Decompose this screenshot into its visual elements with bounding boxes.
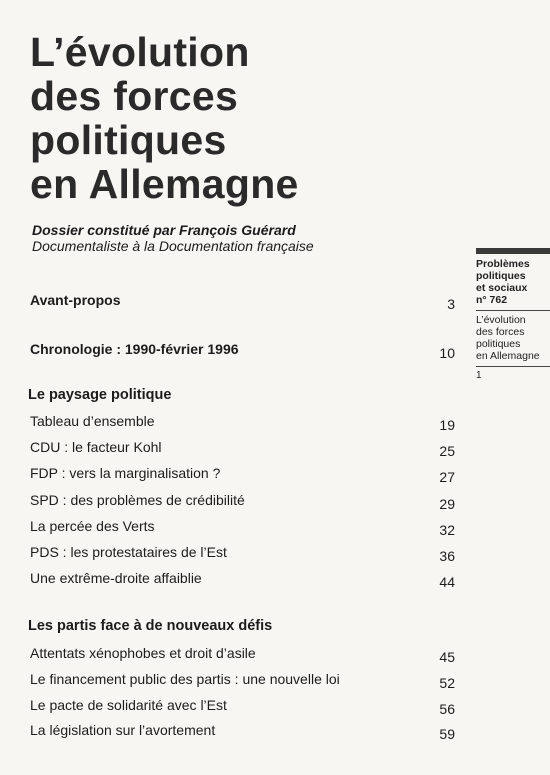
sidebar-divider bbox=[476, 366, 550, 367]
toc-entry-avant-propos[interactable] bbox=[30, 292, 455, 312]
toc-entry-label: Une extrême-droite affaiblie bbox=[30, 570, 202, 586]
credit-block bbox=[32, 222, 314, 254]
toc-entry-label: Attentats xénophobes et droit d’asile bbox=[30, 645, 256, 661]
toc-entry-label: Chronologie : 1990-février 1996 bbox=[30, 341, 239, 357]
series-line: Problèmes bbox=[476, 258, 530, 270]
toc-entry-page: 36 bbox=[439, 548, 455, 564]
toc-entry-page: 29 bbox=[439, 496, 455, 512]
title-line-2: des forces bbox=[30, 73, 239, 119]
toc-entry-page: 45 bbox=[439, 649, 455, 665]
sidebar-page-number: 1 bbox=[476, 370, 482, 381]
toc-entry[interactable] bbox=[30, 645, 455, 665]
toc-entry[interactable] bbox=[30, 697, 455, 717]
toc-entry-page: 32 bbox=[439, 522, 455, 538]
toc-entry[interactable] bbox=[30, 492, 455, 512]
sidebar-subtitle bbox=[476, 314, 550, 362]
toc-entry-page: 25 bbox=[439, 443, 455, 459]
toc-entry[interactable] bbox=[30, 671, 455, 691]
toc-entry-page: 3 bbox=[447, 296, 455, 312]
toc-entry-page: 10 bbox=[439, 345, 455, 361]
section-title-paysage: Le paysage politique bbox=[28, 387, 172, 403]
toc-entry-label: Le financement public des partis : une nouvelle loi bbox=[30, 671, 340, 687]
toc-entry-page: 56 bbox=[439, 701, 455, 717]
toc-entry[interactable] bbox=[30, 413, 455, 433]
subtitle-line: politiques bbox=[476, 338, 521, 350]
subtitle-line: des forces bbox=[476, 326, 525, 338]
sidebar-bar bbox=[476, 248, 550, 254]
toc-entry-page: 52 bbox=[439, 675, 455, 691]
series-name bbox=[476, 258, 550, 306]
series-sidebar bbox=[476, 248, 550, 382]
toc-entry-page: 19 bbox=[439, 417, 455, 433]
toc-entry[interactable] bbox=[30, 722, 455, 742]
toc-entry-label: Le pacte de solidarité avec l’Est bbox=[30, 697, 227, 713]
toc-entry-page: 59 bbox=[439, 726, 455, 742]
author-line: Dossier constitué par François Guérard bbox=[32, 222, 296, 238]
series-line: et sociaux bbox=[476, 282, 528, 294]
toc-entry-label: FDP : vers la marginalisation ? bbox=[30, 465, 221, 481]
toc-entry-label: Avant-propos bbox=[30, 292, 121, 308]
section-title-defis: Les partis face à de nouveaux défis bbox=[28, 618, 273, 634]
toc-entry-label: PDS : les protestataires de l’Est bbox=[30, 544, 227, 560]
toc-entry-label: La législation sur l’avortement bbox=[30, 722, 216, 738]
series-line: politiques bbox=[476, 270, 526, 282]
title-line-3: politiques bbox=[30, 117, 227, 163]
toc-entry-label: CDU : le facteur Kohl bbox=[30, 439, 162, 455]
subtitle-line: en Allemagne bbox=[476, 350, 540, 362]
toc-entry-label: Tableau d’ensemble bbox=[30, 413, 155, 429]
sidebar-divider bbox=[476, 310, 550, 311]
subtitle-line: L’évolution bbox=[476, 314, 526, 326]
toc-entry-label: La percée des Verts bbox=[30, 518, 155, 534]
toc-entry[interactable] bbox=[30, 439, 455, 459]
toc-entry-label: SPD : des problèmes de crédibilité bbox=[30, 492, 245, 508]
series-number: n° 762 bbox=[476, 294, 508, 306]
toc-entry[interactable] bbox=[30, 518, 455, 538]
toc-entry[interactable] bbox=[30, 570, 455, 590]
title-line-1: L’évolution bbox=[30, 29, 250, 75]
toc-entry-page: 44 bbox=[439, 574, 455, 590]
toc-entry-chronologie[interactable] bbox=[30, 341, 455, 361]
toc-entry-page: 27 bbox=[439, 469, 455, 485]
title-line-4: en Allemagne bbox=[30, 161, 299, 207]
page-title bbox=[30, 30, 299, 206]
toc-entry[interactable] bbox=[30, 465, 455, 485]
toc-entry[interactable] bbox=[30, 544, 455, 564]
author-role: Documentaliste à la Documentation française bbox=[32, 238, 314, 254]
